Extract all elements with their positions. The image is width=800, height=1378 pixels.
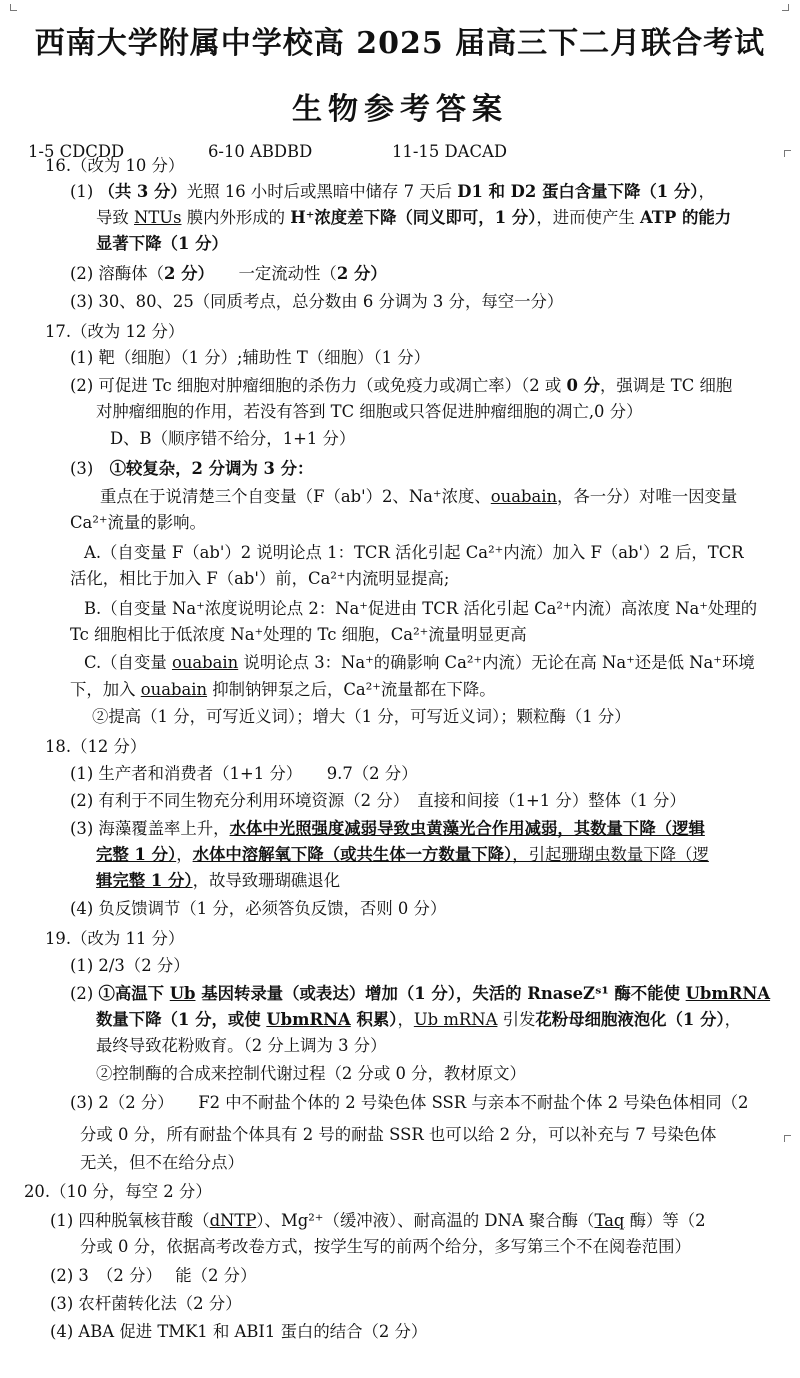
corner-mark-top-right xyxy=(782,4,789,11)
answer-text: D、B（顺序错不给分，1+1 分） xyxy=(110,429,356,448)
answer-text: 花粉母细胞液泡化（1 分） xyxy=(535,1010,725,1029)
answer-text: B.（自变量 Na⁺浓度说明论点 2：Na⁺促进由 TCR 活化引起 Ca²⁺内流）高浓度 Na⁺处理的 xyxy=(84,599,758,618)
corner-mark-right-top xyxy=(784,150,791,157)
answer-text: ，强调是 TC 细胞 xyxy=(600,376,733,395)
mc-answers-6-10: 6-10 ABDBD xyxy=(208,142,313,161)
answer-text: 抑制钠钾泵之后，Ca²⁺流量都在下降。 xyxy=(207,680,496,699)
answer-line xyxy=(70,375,732,397)
answer-line xyxy=(50,1321,427,1343)
answer-text: 完整 1 分） xyxy=(96,845,177,864)
answer-line xyxy=(84,598,757,620)
answer-text: 光照 16 小时后或黑暗中储存 7 天后 xyxy=(186,182,458,201)
answer-text: 分或 0 分，依据高考改卷方式，按学生写的前两个给分，多写第三个不在阅卷范围） xyxy=(80,1237,691,1256)
mc-answers-11-15: 11-15 DACAD xyxy=(392,142,507,161)
answer-text: (2) xyxy=(70,984,99,1003)
answer-text: 2 分） xyxy=(164,264,206,283)
answer-text: 2 分） xyxy=(336,264,387,283)
answer-text: 膜内外形成的 xyxy=(181,208,291,227)
answer-line xyxy=(70,347,430,369)
answer-text: 0 分 xyxy=(566,376,601,395)
answer-line xyxy=(96,1063,526,1085)
answer-text: Ub xyxy=(169,984,196,1003)
answer-line xyxy=(45,155,184,177)
answer-line xyxy=(96,870,340,892)
answer-line xyxy=(80,1236,691,1258)
answer-text: UbmRNA xyxy=(266,1010,351,1029)
answer-text: (4) ABA 促进 TMK1 和 ABI1 蛋白的结合（2 分） xyxy=(50,1322,428,1341)
answer-line xyxy=(50,1293,242,1315)
answer-text: H⁺浓度差下降（同义即可，1 分） xyxy=(290,208,537,227)
answer-line xyxy=(70,955,190,977)
answer-text: 水体中溶解氧下降（或共生体一方数量下降） xyxy=(192,845,513,864)
answer-text: ouabain xyxy=(490,487,558,506)
answer-text: ，进而使产生 xyxy=(536,208,640,227)
answer-line xyxy=(70,1092,748,1114)
answer-line xyxy=(45,928,184,950)
answer-text: 17.（改为 12 分） xyxy=(45,322,185,341)
answer-text: (2) 可促进 Tc 细胞对肿瘤细胞的杀伤力（或免疫力或凋亡率）（2 或 xyxy=(70,376,567,395)
answer-line xyxy=(70,512,206,534)
answer-text: Ub mRNA xyxy=(413,1010,498,1029)
answer-text: 活化，相比于加入 F（ab'）前，Ca²⁺内流明显提高; xyxy=(70,569,450,588)
answer-text: 下，加入 xyxy=(70,680,141,699)
answer-text: Taq xyxy=(594,1211,625,1230)
answer-text: 积累） xyxy=(350,1010,398,1029)
answer-text: ②提高（1 分，可写近义词）；增大（1 分，可写近义词）；颗粒酶（1 分） xyxy=(92,707,631,726)
answer-line xyxy=(70,181,715,203)
answer-text: 酶）等（2 xyxy=(624,1211,706,1230)
answer-line xyxy=(70,818,705,840)
answer-text: ， xyxy=(397,1010,414,1029)
answer-text: （共 3 分） xyxy=(98,182,187,201)
answer-text: ，各一分）对唯一因变量 xyxy=(557,487,738,506)
answer-text: 一定流动性（ xyxy=(205,264,337,283)
answer-text: 引发 xyxy=(497,1010,536,1029)
answer-text: (3) 30、80、25（同质考点，总分数由 6 分调为 3 分，每空一分） xyxy=(70,292,564,311)
answer-text: (1) 2/3（2 分） xyxy=(70,956,190,975)
corner-mark-top-left xyxy=(10,4,17,11)
answer-text: C.（自变量 xyxy=(84,653,172,672)
answer-line xyxy=(70,898,446,920)
answer-text: 导致 xyxy=(96,208,134,227)
answer-line xyxy=(50,1210,706,1232)
answer-line xyxy=(96,1035,387,1057)
answer-text: ，故导致珊瑚礁退化 xyxy=(192,871,341,890)
answer-text: Tc 细胞相比于低浓度 Na⁺处理的 Tc 细胞，Ca²⁺流量明显更高 xyxy=(70,625,527,644)
answer-line xyxy=(96,401,642,423)
answer-text: 显著下降（1 分） xyxy=(96,234,228,253)
corner-mark-right-mid xyxy=(784,1135,791,1142)
answer-line xyxy=(110,428,355,450)
answer-text: NTUs xyxy=(134,208,182,227)
answer-text: 基因转录量（或表达）增加（1 分），失活的 RnaseZˢ¹ 酶不能使 xyxy=(195,984,686,1003)
answer-text: 18.（12 分） xyxy=(45,737,147,756)
mc-answers-1-5: 1-5 CDCDD xyxy=(28,142,125,161)
answer-text: ouabain xyxy=(171,653,239,672)
answer-line xyxy=(70,458,313,480)
answer-line xyxy=(45,736,146,758)
answer-text: 水体中光照强度减弱导致虫黄藻光合作用减弱，其数量下降（逻辑 xyxy=(229,819,705,838)
answer-line xyxy=(96,233,228,255)
answer-text: (1) xyxy=(70,182,99,201)
answer-line xyxy=(96,1009,741,1031)
answer-text: (1) 四种脱氧核苷酸（ xyxy=(50,1211,210,1230)
document-title: 西南大学附属中学校高 2025 届高三下二月联合考试 xyxy=(34,26,766,61)
answer-line xyxy=(70,679,496,701)
answer-line xyxy=(84,542,744,564)
answer-text: ①高温下 xyxy=(98,984,170,1003)
answer-line xyxy=(70,983,770,1005)
answer-text: dNTP xyxy=(209,1211,257,1230)
answer-text: 最终导致花粉败育。（2 分上调为 3 分） xyxy=(96,1036,387,1055)
answer-text: (2) 有利于不同生物充分利用环境资源（2 分） 直接和间接（1+1 分）整体（1 分） xyxy=(70,791,686,810)
answer-text: (2) 3 （2 分） 能（2 分） xyxy=(50,1266,257,1285)
answer-text: ， xyxy=(176,845,193,864)
answer-line xyxy=(100,486,737,508)
answer-line xyxy=(80,1152,244,1174)
answer-line xyxy=(96,207,731,229)
answer-text: ）、Mg²⁺（缓冲液）、耐高温的 DNA 聚合酶（ xyxy=(256,1211,595,1230)
answer-text: ， xyxy=(698,182,715,201)
answer-text: (3) 2（2 分） F2 中不耐盐个体的 2 号染色体 SSR 与亲本不耐盐个体 2 号染色体相同（2 xyxy=(70,1093,749,1112)
answer-text: Ca²⁺流量的影响。 xyxy=(70,513,206,532)
answer-text: 数量下降（1 分，或使 xyxy=(96,1010,267,1029)
answer-text: 20.（10 分，每空 2 分） xyxy=(24,1182,212,1201)
answer-line xyxy=(80,1124,716,1146)
answer-text: (1) 生产者和消费者（1+1 分） 9.7（2 分） xyxy=(70,764,418,783)
answer-line xyxy=(70,263,387,285)
answer-text: ATP 的能力 xyxy=(639,208,732,227)
answer-text: (3) xyxy=(70,459,110,478)
answer-text: 16.（改为 10 分） xyxy=(45,156,185,175)
answer-line xyxy=(92,706,631,728)
answer-line xyxy=(50,1265,256,1287)
answer-text: (1) 靶（细胞）（1 分）;辅助性 T（细胞）（1 分） xyxy=(70,348,430,367)
answer-text: 辑完整 1 分） xyxy=(96,871,193,890)
answer-text: 19.（改为 11 分） xyxy=(45,929,185,948)
answer-text: ，引起珊瑚虫数量下降（逻 xyxy=(512,845,709,864)
answer-text: ①较复杂，2 分调为 3 分： xyxy=(109,459,314,478)
answer-text: (4) 负反馈调节（1 分，必须答负反馈，否则 0 分） xyxy=(70,899,447,918)
answer-text: (3) 海藻覆盖率上升， xyxy=(70,819,230,838)
answer-line xyxy=(45,321,184,343)
answer-text: 无关，但不在给分点） xyxy=(80,1153,244,1172)
answer-line xyxy=(70,624,527,646)
answer-line xyxy=(70,790,686,812)
answer-text: 说明论点 3：Na⁺的确影响 Ca²⁺内流）无论在高 Na⁺还是低 Na⁺环境 xyxy=(238,653,755,672)
answer-text: ， xyxy=(724,1010,742,1029)
answer-line xyxy=(24,1181,212,1203)
answer-line xyxy=(96,844,709,866)
answer-line xyxy=(70,568,449,590)
answer-line xyxy=(84,652,755,674)
answer-text: D1 和 D2 蛋白含量下降（1 分） xyxy=(457,182,699,201)
answer-text: 重点在于说清楚三个自变量（F（ab'）2、Na⁺浓度、 xyxy=(100,487,491,506)
document-subtitle: 生物参考答案 xyxy=(292,92,508,127)
answer-text: (2) 溶酶体（ xyxy=(70,264,164,283)
answer-text: A.（自变量 F（ab'）2 说明论点 1：TCR 活化引起 Ca²⁺内流）加入 F（ab'）2 后，TCR xyxy=(84,543,744,562)
answer-text: 对肿瘤细胞的作用，若没有答到 TC 细胞或只答促进肿瘤细胞的凋亡,0 分） xyxy=(96,402,643,421)
answer-text: ②控制酶的合成来控制代谢过程（2 分或 0 分，教材原文） xyxy=(96,1064,526,1083)
answer-line xyxy=(70,291,563,313)
answer-text: (3) 农杆菌转化法（2 分） xyxy=(50,1294,242,1313)
answer-text: UbmRNA xyxy=(685,984,771,1003)
answer-text: ouabain xyxy=(140,680,208,699)
answer-text: 分或 0 分，所有耐盐个体具有 2 号的耐盐 SSR 也可以给 2 分，可以补充与 7 号染色体 xyxy=(80,1125,717,1144)
answer-line xyxy=(70,763,418,785)
